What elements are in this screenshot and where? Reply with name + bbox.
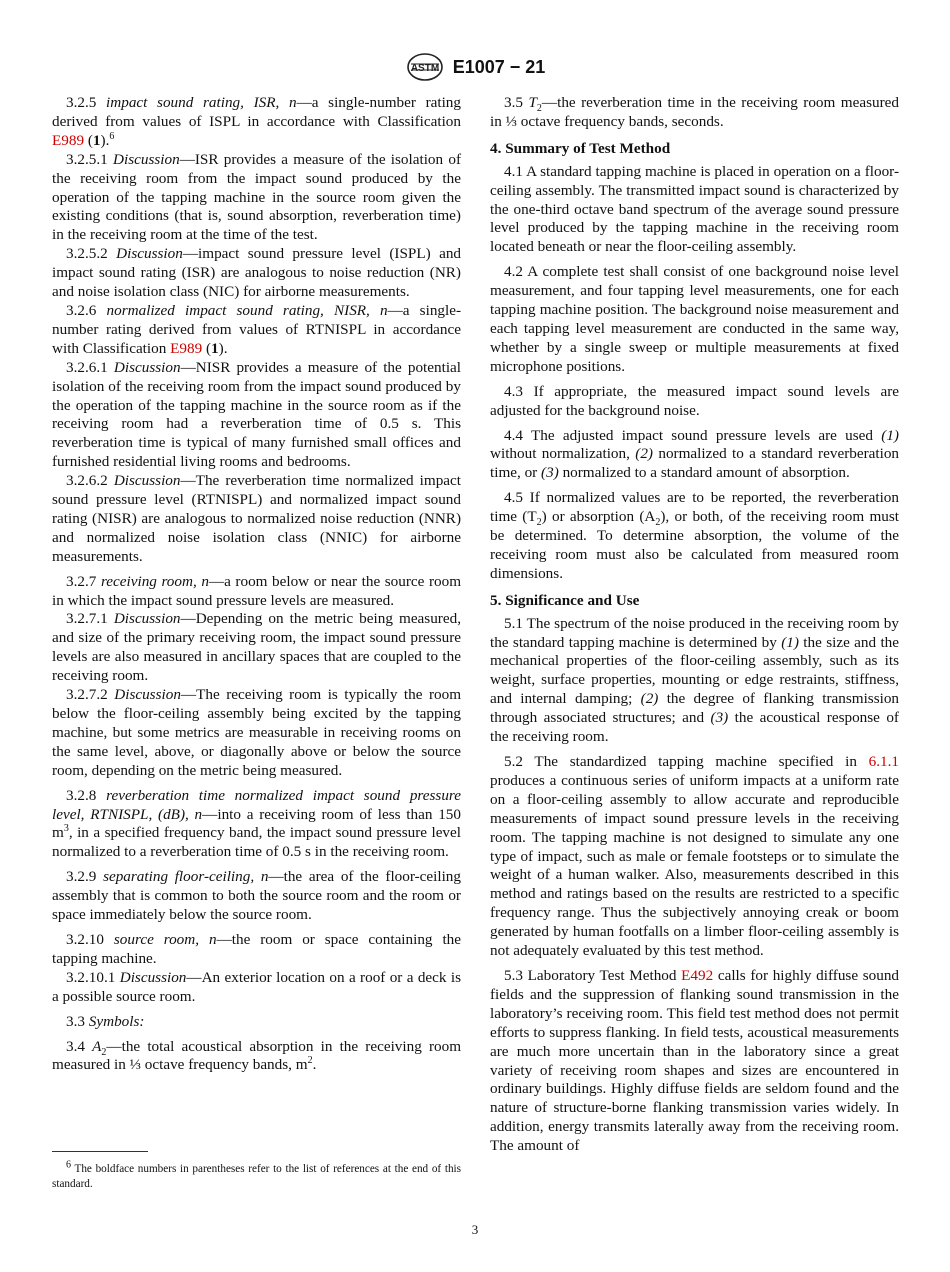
paragraph-3-5: 3.5 $T_2—the$ reverberation time in the receiving room measured in ⅓ octave frequency bands, seconds. <box>490 94 899 130</box>
paragraph-3-2-8: 3.2.8 reverberation time normalized impact sound pressure level, RTNISPL, (dB), n—into a receiving room of less than 150 $m^3$, in a specified frequency band, the impact sound pressure level normalized to a reverberation time of 0.5 s in the receiving room. <box>52 786 461 861</box>
paragraph-3-2-7: 3.2.7 receiving room, n—a room below or near the source room in which the impact sound pressure levels are measured. <box>52 572 462 609</box>
paragraph-3-2-7-1: 3.2.7.1 Discussion—Depending on the metric being measured, and size of the primary receiving room, the impact sound pressure levels are also measured in ancillary spaces that are coupled to the receiving room. <box>52 610 461 685</box>
paragraph-3-2-5-1: 3.2.5.1 Discussion—ISR provides a measure of the isolation of the receiving room from the impact sound produced by the operation of the tapping machine in the source room given the existing conditions (that is, sound absorption, reverberation time) in the receiving room at the time of the test. <box>52 150 462 244</box>
svg-text:ASTM: ASTM <box>410 63 439 74</box>
footnote: $^6$ The boldface numbers in parentheses refer to the list of references at the end of this standard. <box>52 1159 461 1190</box>
left-column <box>52 94 461 1075</box>
footnote-ref[interactable]: 6 <box>109 130 115 142</box>
paragraph-3-2-6-1: 3.2.6.1 Discussion—NISR provides a measure of the potential isolation of the receiving room from the impact sound produced by the operation of the tapping machine in the source room as if the receiving room had a reverberation time of 0.5 s. This reverberation time is typical of many furnished small offices and furnished residential living rooms and bedrooms. <box>52 358 462 471</box>
paragraph-5-1: 5.1 The spectrum of the noise produced in the receiving room by the standard tapping machine is determined by (1) the size and the mechanical properties of the floor-ceiling assembly, such as its weight, surface properties, mounting or edge restraints, stiffness, and internal damping; (2) the degree of flanking transmission through associated structures; and (3) the acoustical response of the receiving room. <box>490 614 900 746</box>
paragraph-5-2: 5.2 The standardized tapping machine specified in 6.1.1 produces a continuous series of uniform impacts at a uniform rate on a floor-ceiling assembly to allow accurate and reproducible measurements of impact sound pressure levels in the receiving room. The tapping machine is not designed to simulate any one type of impact, such as male or female footsteps or to simulate the weight of a human walker. Also, measurements described in this method and ratings based on the results are restricted to a specific frequency range. Thus the subjectively annoying creak or boom generated by human footfalls on a limber floor-ceiling assembly is not adequately evaluated by this test method. <box>490 753 899 960</box>
paragraph-3-2-10-1: 3.2.10.1 Discussion—An exterior location on a roof or a deck is a possible source room. <box>52 968 462 1005</box>
paragraph-4-1: 4.1 A standard tapping machine is placed in operation on a floor-ceiling assembly. The transmitted impact sound is characterized by the one-third octave band spectrum of the average sound pressure level produced by the tapping machine in the receiving room located beneath or near the floor-ceiling assembly. <box>490 162 899 256</box>
right-column <box>490 94 899 1156</box>
link-e989[interactable]: E989 <box>52 131 85 149</box>
section-heading-5: 5. Significance and Use <box>490 591 640 609</box>
paragraph-3-2-9: 3.2.9 separating floor-ceiling, n—the area of the floor-ceiling assembly that is common to both the source room and the room or space immediately below the source room. <box>52 868 461 924</box>
paragraph-3-4: 3.4 $A_2—the$ total acoustical absorption in the receiving room measured in ⅓ octave frequency bands, $m^2$. <box>52 1037 462 1074</box>
paragraph-3-3: 3.3 Symbols: <box>66 1012 145 1030</box>
paragraph-4-5: 4.5 If normalized values are to be reported, the reverberation time $(T_2)$ or absorption $(A_2)$, or both, of the receiving room must be determined. To determine absorption, the volume of the receiving room must also be calculated from measured room dimensions. <box>490 489 900 582</box>
paragraph-3-2-5: 3.2.5 impact sound rating, ISR, n—a single-number rating derived from values of ISPL in accordance with Classification E989 (1).$^6$ <box>52 94 461 149</box>
page-header <box>0 52 950 86</box>
paragraph-3-2-7-2: 3.2.7.2 Discussion—The receiving room is typically the room below the floor-ceiling assembly being excited by the tapping machine, but some metrics are measurable in receiving rooms on the same level, above, or diagonally above or below the source room, depending on the metric being measured. <box>52 686 462 779</box>
section-heading-4: 4. Summary of Test Method <box>490 139 671 157</box>
link-e492[interactable]: E492 <box>681 966 714 984</box>
paragraph-4-4: 4.4 The adjusted impact sound pressure levels are used (1) without normalization, (2) normalized to a standard reverberation time, or (3) normalized to a standard amount of absorption. <box>490 426 900 482</box>
footnote-divider <box>52 1151 148 1152</box>
link-e989[interactable]: E989 <box>170 339 203 357</box>
page-number: 3 <box>471 1222 479 1237</box>
paragraph-3-2-5-2: 3.2.5.2 Discussion—impact sound pressure level (ISPL) and impact sound rating (ISR) are analogous to noise reduction (NR) and noise isolation class (NIC) for airborne measurements. <box>52 245 462 301</box>
paragraph-3-2-6-2: 3.2.6.2 Discussion—The reverberation time normalized impact sound pressure level (RTNISPL) and normalized impact sound rating (NISR) are analogous to normalized noise reduction (NNR) and normalized noise isolation class (NNIC) for airborne measurements. <box>52 472 462 565</box>
paragraph-5-3: 5.3 Laboratory Test Method E492 calls for highly diffuse sound fields and the suppression of flanking sound transmission in the laboratory’s receiving room. This field test method does not permit efforts to suppress flanking. In field tests, acoustical measurements are much more uncertain than in the laboratory since a great variety of receiving room shapes and sizes are encountered in ordinary buildings. Highly diffuse fields are seldom found and the nature of structure-borne flanking transmission varies widely. In addition, energy transmits laterally away from the receiving room. The amount of <box>490 966 900 1155</box>
standard-designation: E1007 − 21 <box>452 56 546 77</box>
astm-logo-icon <box>405 52 445 82</box>
paragraph-4-2: 4.2 A complete test shall consist of one background noise level measurement, and four tapping level measurements, one for each tapping machine position. The background noise measurement and each tapping level measurement are conducted in the same way, whether by a single sweep or multiple measurements at fixed microphone positions. <box>490 263 899 375</box>
paragraph-3-2-10: 3.2.10 source room, n—the room or space containing the tapping machine. <box>52 930 462 967</box>
link-6-1-1[interactable]: 6.1.1 <box>868 753 899 770</box>
paragraph-4-3: 4.3 If appropriate, the measured impact sound levels are adjusted for the background noise. <box>490 382 899 419</box>
paragraph-3-2-6: 3.2.6 normalized impact sound rating, NISR, n—a single-number rating derived from values of RTNISPL in accordance with Classification E989 (1). <box>52 301 462 357</box>
